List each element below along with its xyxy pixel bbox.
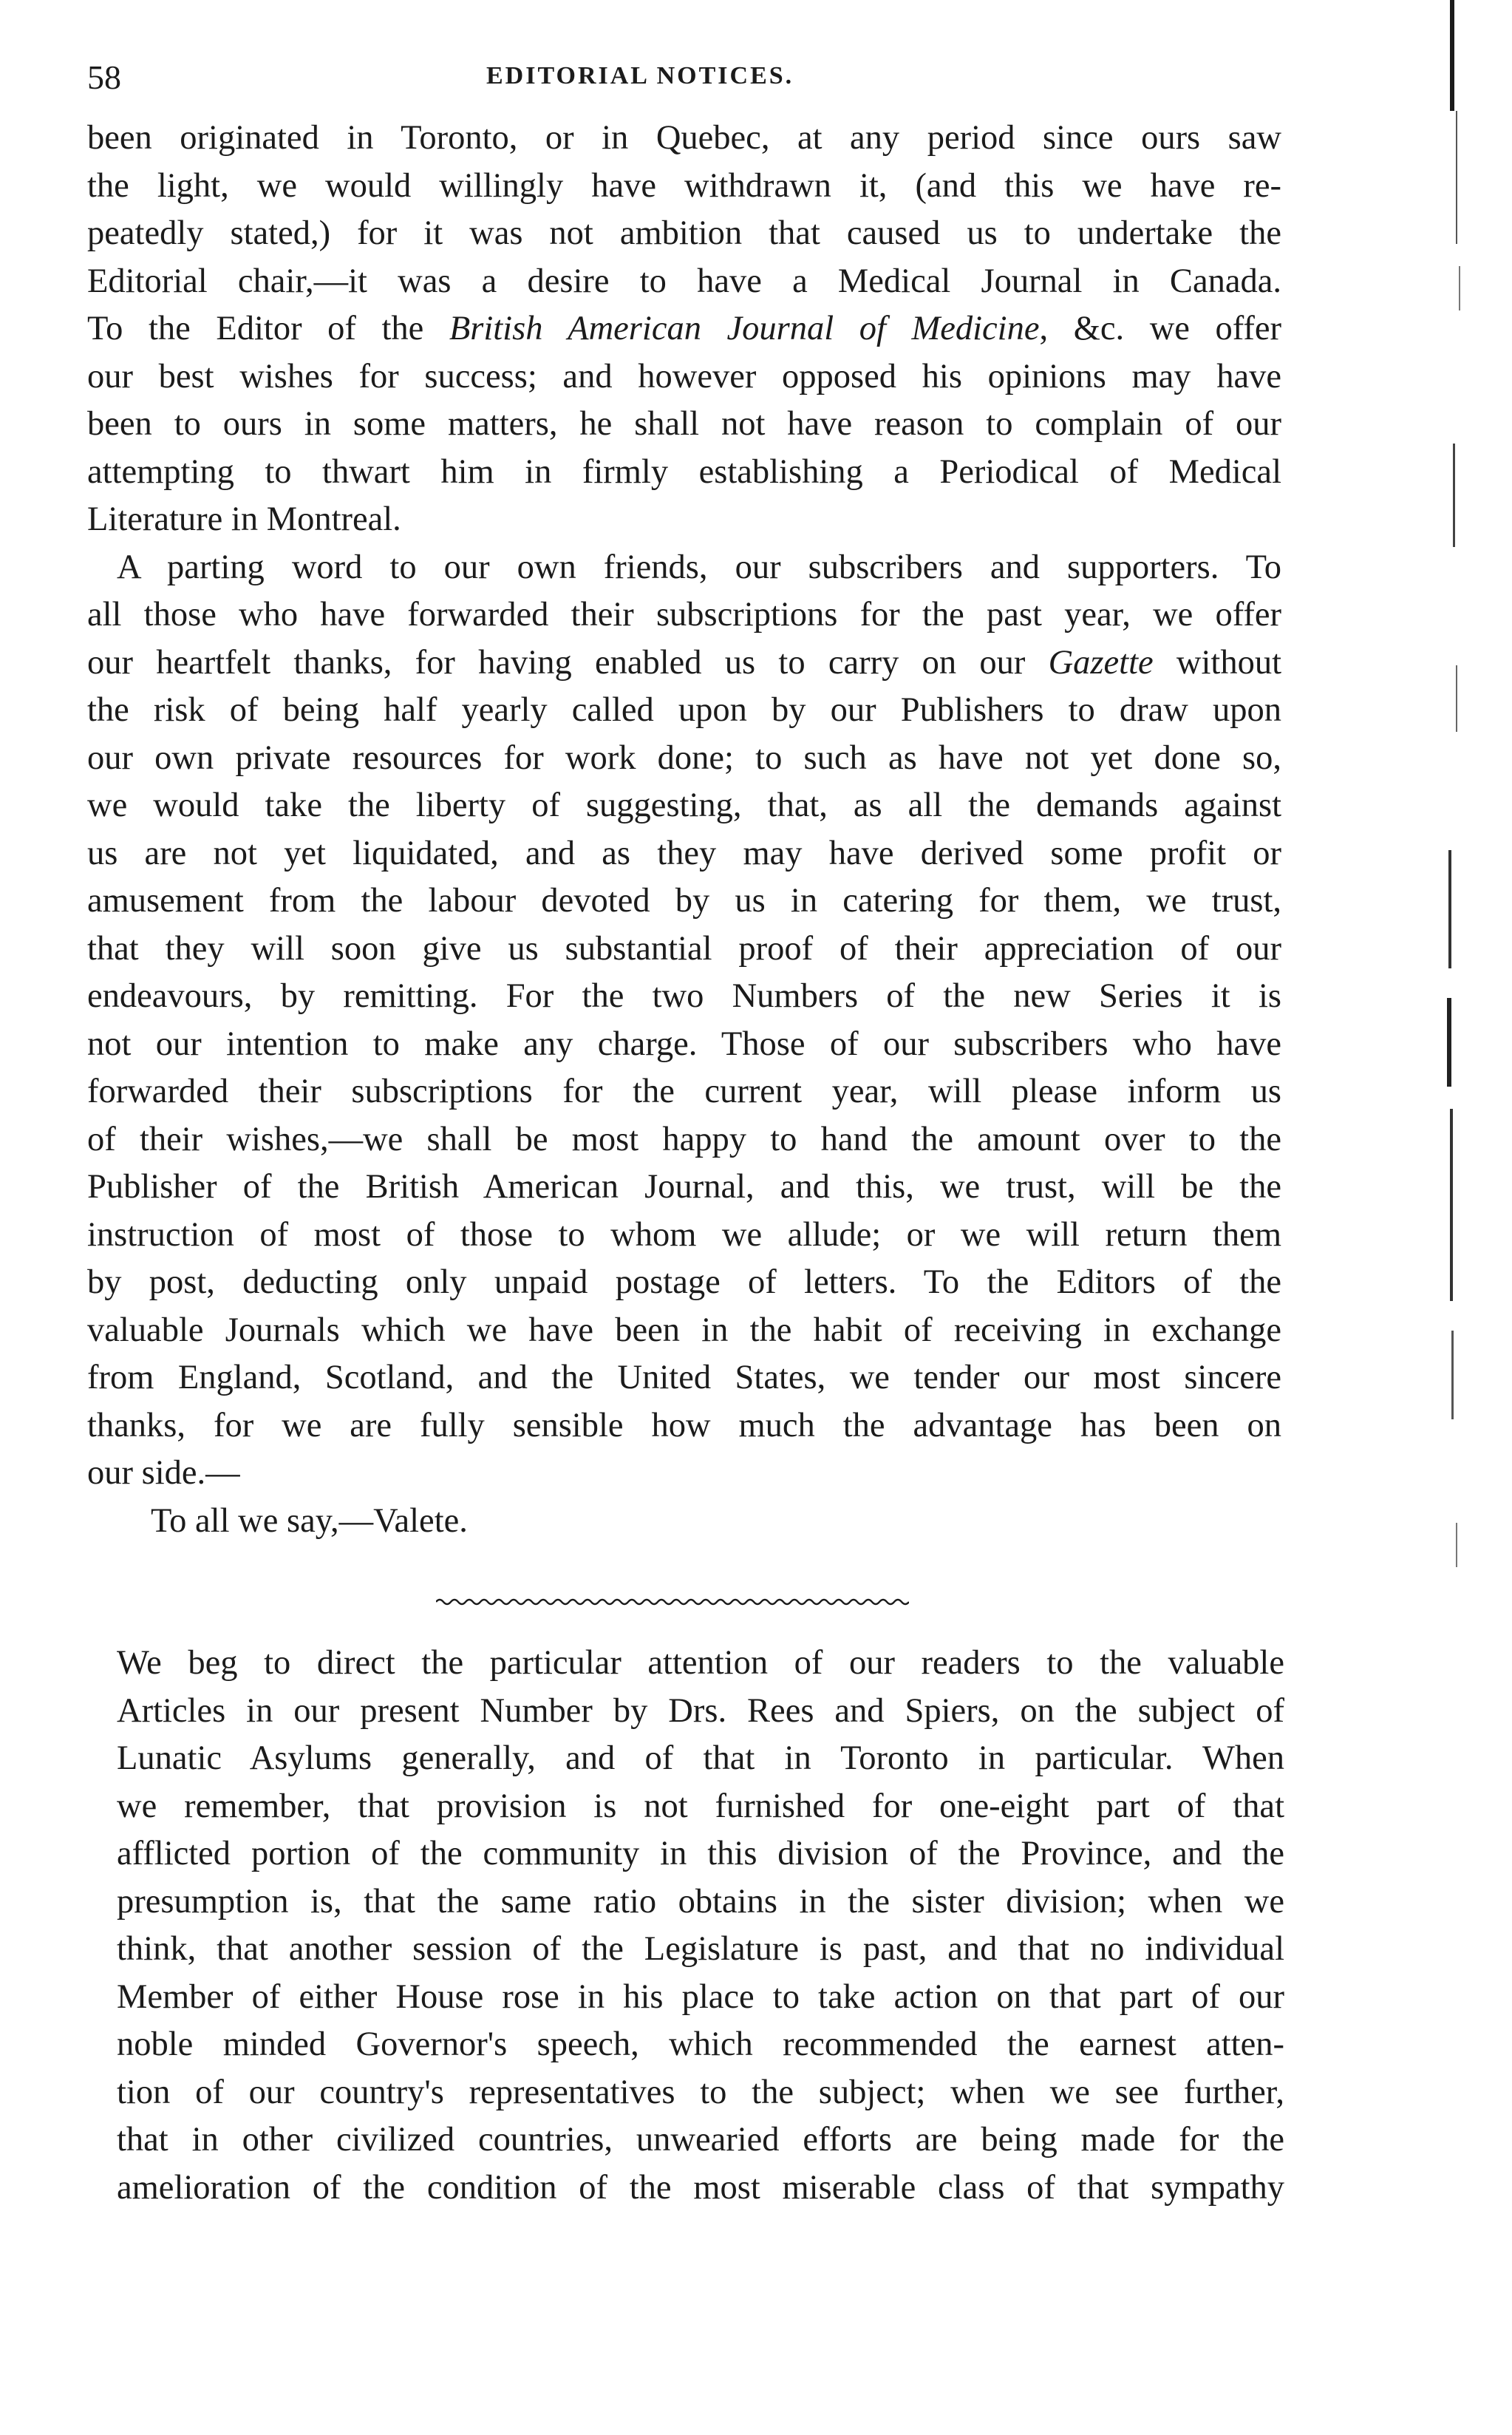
text-line: Member of either House rose in his place to take action on that part of our	[117, 1977, 1284, 2016]
text-line: our side.—	[87, 1454, 240, 1492]
text-line: instruction of most of those to whom we allude; or we will return them	[87, 1215, 1281, 1254]
running-head-title: EDITORIAL NOTICES.	[486, 62, 794, 89]
text-line: noble minded Governor's speech, which recommended the earnest atten-	[117, 2025, 1284, 2063]
text-line: that in other civilized countries, unwearied efforts are being made for the	[117, 2121, 1284, 2159]
editorial-section-lunatic-asylums	[117, 1640, 1284, 2212]
wavy-divider	[436, 1597, 909, 1607]
text-line: of their wishes,—we shall be most happy to hand the amount over to the	[87, 1120, 1281, 1158]
scan-edge-marks	[1434, 0, 1478, 1700]
text-line: We beg to direct the particular attention of our readers to the valuable	[117, 1644, 1284, 1682]
text-line: think, that another session of the Legislature is past, and that no individual	[117, 1930, 1284, 1968]
text-line: Articles in our present Number by Drs. Rees and Spiers, on the subject of	[117, 1691, 1284, 1730]
text-line: from England, Scotland, and the United States, we tender our most sincere	[87, 1359, 1281, 1396]
editorial-section-farewell	[87, 115, 1281, 1545]
text-line: been originated in Toronto, or in Quebec, at any period since ours saw	[87, 119, 1281, 157]
text-line: the risk of being half yearly called upon by our Publishers to draw upon	[87, 691, 1281, 729]
text-line: that they will soon give us substantial proof of their appreciation of our	[87, 929, 1281, 968]
text-line: tion of our country's representatives to the subject; when we see further,	[117, 2073, 1284, 2111]
text-line: forwarded their subscriptions for the current year, will please inform us	[87, 1073, 1281, 1110]
text-line: A parting word to our own friends, our subscribers and supporters. To	[117, 548, 1281, 586]
page-number: 58	[87, 58, 121, 96]
text-line: we would take the liberty of suggesting, that, as all the demands against	[87, 787, 1281, 824]
text-line: Editorial chair,—it was a desire to have a Medical Journal in Canada.	[87, 262, 1281, 300]
text-line-valete: To all we say,—Valete.	[151, 1501, 468, 1540]
text-line: been to ours in some matters, he shall not have reason to complain of our	[87, 405, 1281, 443]
text-line: by post, deducting only unpaid postage of letters. To the Editors of the	[87, 1263, 1281, 1301]
text-line: all those who have forwarded their subscriptions for the past year, we offer	[87, 596, 1281, 634]
text-line: amusement from the labour devoted by us in catering for them, we trust,	[87, 882, 1281, 920]
text-line: Publisher of the British American Journal, and this, we trust, will be the	[87, 1168, 1281, 1206]
text-line-journal-title: To the Editor of the British American Journal of Medicine, &c. we offer	[87, 310, 1281, 347]
text-line: not our intention to make any charge. Those of our subscribers who have	[87, 1025, 1281, 1063]
text-line: presumption is, that the same ratio obtains in the sister division; when we	[117, 1882, 1284, 1921]
text-line: Lunatic Asylums generally, and of that in Toronto in particular. When	[117, 1739, 1284, 1777]
text-line: Literature in Montreal.	[87, 500, 401, 538]
text-line: afflicted portion of the community in this division of the Province, and the	[117, 1835, 1284, 1872]
text-line: peatedly stated,) for it was not ambition that caused us to undertake the	[87, 214, 1281, 252]
text-line: the light, we would willingly have withdrawn it, (and this we have re-	[87, 166, 1281, 205]
text-line: our own private resources for work done; to such as have not yet done so,	[87, 738, 1281, 777]
text-line: valuable Journals which we have been in the habit of receiving in exchange	[87, 1311, 1281, 1349]
text-line: amelioration of the condition of the most miserable class of that sympathy	[117, 2168, 1284, 2207]
text-line-gazette: our heartfelt thanks, for having enabled us to carry on our Gazette without	[87, 643, 1281, 682]
text-line: us are not yet liquidated, and as they may have derived some profit or	[87, 834, 1281, 872]
text-line: we remember, that provision is not furnished for one-eight part of that	[117, 1787, 1284, 1825]
text-line: thanks, for we are fully sensible how much the advantage has been on	[87, 1406, 1281, 1444]
text-line: our best wishes for success; and however opposed his opinions may have	[87, 357, 1281, 395]
running-head	[87, 58, 1277, 102]
text-line: attempting to thwart him in firmly establishing a Periodical of Medical	[87, 452, 1281, 491]
text-line: endeavours, by remitting. For the two Numbers of the new Series it is	[87, 977, 1281, 1015]
